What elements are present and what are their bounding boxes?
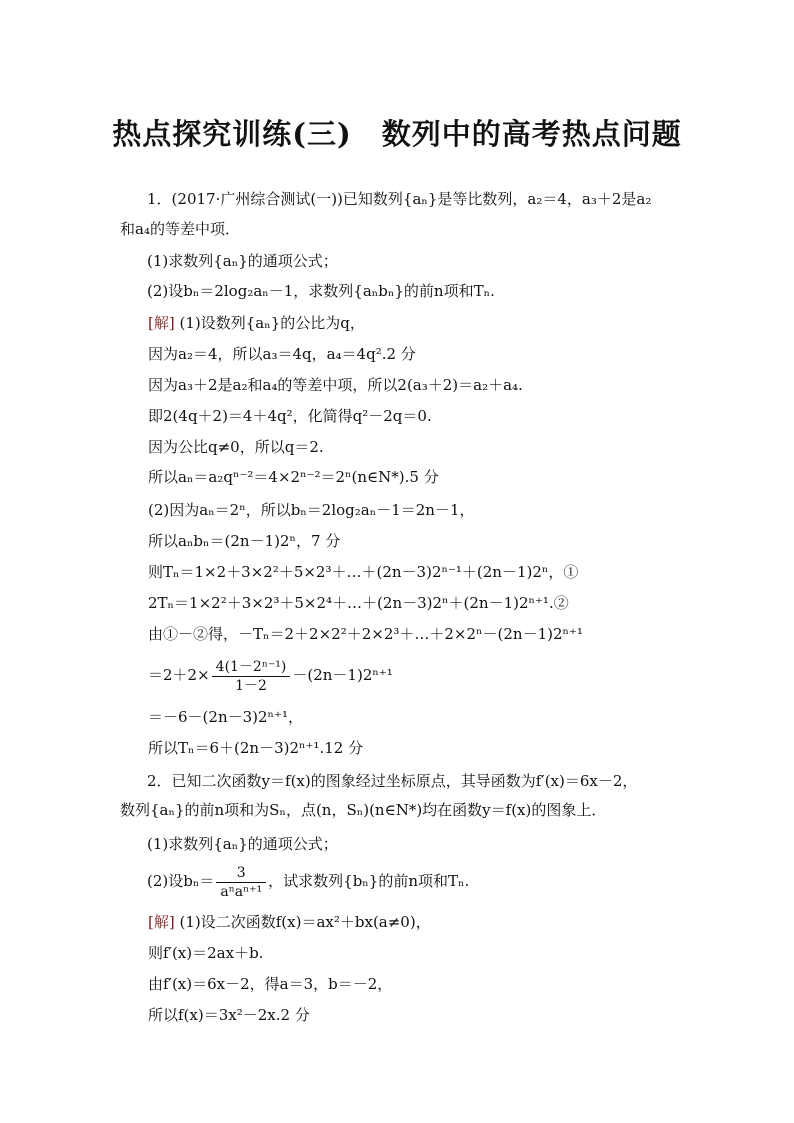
- page-title: 热点探究训练(三) 数列中的高考热点问题: [112, 117, 682, 151]
- solution-label: [解]: [148, 314, 175, 332]
- problem-text: ，试求数列{bₙ}的前n项和Tₙ.: [268, 872, 470, 890]
- solution-text: (1)设数列{aₙ}的公比为q，: [179, 314, 365, 332]
- fraction-numerator: 4(1－2ⁿ⁻¹): [212, 658, 291, 677]
- problem-1-part-1: (1)求数列{aₙ}的通项公式；: [147, 252, 338, 270]
- solution-fraction-line: [148, 655, 393, 695]
- solution-line: 因为公比q≠0，所以q＝2.: [148, 438, 324, 456]
- solution-2-line: [148, 911, 431, 933]
- solution-line: 2Tₙ＝1×2²＋3×2³＋5×2⁴＋…＋(2n－3)2ⁿ＋(2n－1)2ⁿ⁺¹.②: [148, 594, 569, 612]
- solution-1-line: [148, 312, 365, 334]
- fraction-numerator: 3: [216, 864, 266, 883]
- solution-line: 因为a₃＋2是a₂和a₄的等差中项，所以2(a₃＋2)＝a₂＋a₄.: [148, 376, 523, 394]
- problem-2-part-2: [147, 861, 469, 901]
- solution-line: (2)因为aₙ＝2ⁿ，所以bₙ＝2log₂aₙ－1＝2n－1，: [148, 501, 475, 519]
- solution-line: 由①－②得，－Tₙ＝2＋2×2²＋2×2³＋…＋2×2ⁿ－(2n－1)2ⁿ⁺¹: [148, 625, 583, 643]
- problem-2-line-1: 2．已知二次函数y＝f(x)的图象经过坐标原点，其导函数为f′(x)＝6x－2，: [147, 772, 638, 790]
- solution-line: 所以Tₙ＝6＋(2n－3)2ⁿ⁺¹.12 分: [148, 739, 364, 757]
- solution-line: 所以aₙ＝a₂qⁿ⁻²＝4×2ⁿ⁻²＝2ⁿ(n∈N*).5 分: [148, 468, 439, 486]
- solution-label: [解]: [148, 913, 175, 931]
- solution-text: (1)设二次函数f(x)＝ax²＋bx(a≠0)，: [179, 913, 431, 931]
- solution-line: 由f′(x)＝6x－2，得a＝3，b＝－2，: [148, 975, 393, 993]
- solution-line: 因为a₂＝4，所以a₃＝4q，a₄＝4q².2 分: [148, 345, 416, 363]
- fraction: [212, 658, 291, 695]
- problem-2-part-1: (1)求数列{aₙ}的通项公式；: [147, 835, 338, 853]
- solution-line: 即2(4q＋2)＝4＋4q²，化简得q²－2q＝0.: [148, 407, 432, 425]
- fraction-denominator: aⁿaⁿ⁺¹: [220, 883, 263, 900]
- problem-1-line-1: 1．(2017·广州综合测试(一))已知数列{aₙ}是等比数列，a₂＝4，a₃＋2是a₂: [147, 190, 652, 208]
- solution-line: 则Tₙ＝1×2＋3×2²＋5×2³＋…＋(2n－3)2ⁿ⁻¹＋(2n－1)2ⁿ，①: [148, 563, 579, 581]
- problem-text: (2)设bₙ＝: [147, 872, 215, 890]
- solution-line: 所以aₙbₙ＝(2n－1)2ⁿ，7 分: [148, 532, 341, 550]
- solution-line: 则f′(x)＝2ax＋b.: [148, 944, 264, 962]
- problem-2-line-2: 数列{aₙ}的前n项和为Sₙ，点(n，Sₙ)(n∈N*)均在函数y＝f(x)的图象上．: [120, 801, 607, 819]
- fraction-denominator: 1－2: [235, 677, 267, 694]
- solution-line: ＝－6－(2n－3)2ⁿ⁺¹，: [148, 708, 303, 726]
- solution-text: ＝2＋2×: [148, 666, 210, 684]
- solution-line: 所以f(x)＝3x²－2x.2 分: [148, 1006, 310, 1024]
- solution-text: －(2n－1)2ⁿ⁺¹: [292, 666, 393, 684]
- problem-1-line-2: 和a₄的等差中项．: [120, 220, 240, 238]
- fraction: [216, 864, 266, 901]
- problem-1-part-2: (2)设bₙ＝2log₂aₙ－1，求数列{aₙbₙ}的前n项和Tₙ.: [147, 282, 495, 300]
